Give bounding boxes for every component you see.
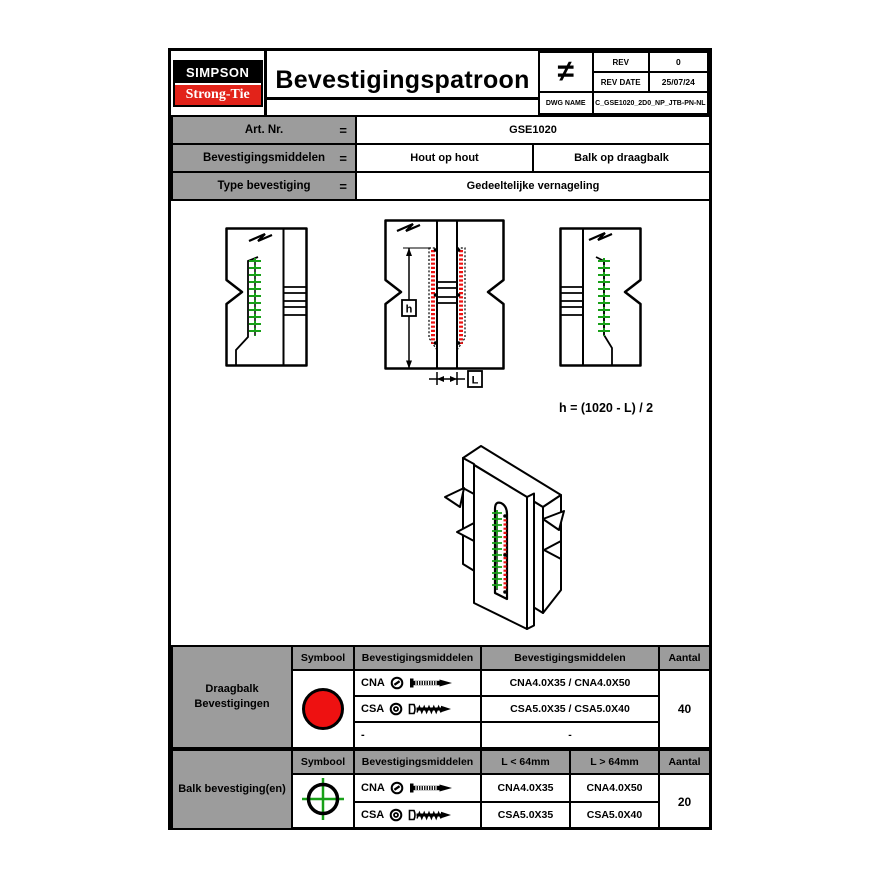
balk-row-label: Balk bevestiging(en) — [172, 750, 292, 829]
logo-strongtie-text: Strong-Tie — [175, 85, 261, 105]
cna-head-icon — [390, 676, 404, 690]
balk-aantal-value: 20 — [659, 774, 710, 829]
rev-value: 0 — [649, 52, 708, 72]
drawing-sheet — [168, 48, 712, 830]
projection-symbol-icon: ≠ — [539, 52, 593, 92]
spec-long-cell: CNA4.0X50 — [570, 774, 659, 802]
fastener-code: - — [361, 729, 365, 741]
csa-screw-icon — [408, 703, 452, 715]
rev-label: REV — [593, 52, 649, 72]
fastener-code: CNA — [361, 781, 385, 794]
header-l-short: L < 64mm — [481, 750, 570, 774]
header-middelen: Bevestigingsmiddelen — [354, 646, 481, 670]
csa-head-icon — [389, 702, 403, 716]
balk-symbol-cell — [292, 774, 354, 829]
section-view-left — [225, 227, 309, 367]
draagbalk-row-label: Draagbalk Bevestigingen — [172, 646, 292, 748]
logo-simpson-text: SIMPSON — [175, 62, 261, 85]
spec-short-cell: CSA5.0X35 — [481, 802, 570, 830]
spec-cell: CNA4.0X35 / CNA4.0X50 — [481, 670, 659, 696]
draagbalk-symbol-cell — [292, 670, 354, 748]
header-aantal: Aantal — [659, 646, 710, 670]
balk-table — [171, 749, 711, 830]
header-symbool: Symbool — [292, 750, 354, 774]
equals-sign: = — [339, 150, 347, 166]
fastener-cell-csa — [354, 802, 481, 830]
title-block — [171, 51, 709, 118]
info-table — [171, 115, 711, 201]
art-nr-label: Art. Nr. — [244, 124, 284, 136]
logo-cell — [171, 51, 267, 115]
type-bevestiging-label: Type bevestiging — [217, 180, 311, 192]
header-l-long: L > 64mm — [570, 750, 659, 774]
fastener-cell-csa — [354, 696, 481, 722]
spec-short-cell: CNA4.0X35 — [481, 774, 570, 802]
spec-long-cell: CSA5.0X40 — [570, 802, 659, 830]
cna-nail-icon — [409, 782, 453, 794]
rev-date-label: REV DATE — [593, 72, 649, 92]
section-view-middle — [384, 219, 508, 391]
fastener-code: CSA — [361, 703, 385, 715]
red-circle-symbol-icon — [302, 688, 344, 730]
fastener-cell-empty — [354, 722, 481, 748]
art-nr-label-cell — [172, 116, 356, 144]
revision-block — [538, 51, 709, 115]
fastener-cell-cna — [354, 670, 481, 696]
header-middelen: Bevestigingsmiddelen — [354, 750, 481, 774]
fastener-code: CNA — [361, 677, 385, 689]
bevestigingsmiddelen-value-1: Hout op hout — [356, 144, 533, 172]
dwg-name-value: C_GSE1020_2D0_NP_JTB-PN-NL — [593, 92, 708, 114]
isometric-view — [431, 433, 653, 643]
simpson-strongtie-logo — [173, 60, 263, 107]
art-nr-value: GSE1020 — [356, 116, 710, 144]
draagbalk-aantal-value: 40 — [659, 670, 710, 748]
fastener-code: CSA — [361, 809, 385, 822]
bevestigingsmiddelen-label: Bevestigingsmiddelen — [202, 152, 326, 164]
type-bevestiging-value: Gedeeltelijke vernageling — [356, 172, 710, 200]
draagbalk-table — [171, 645, 711, 749]
page-title: Bevestigingspatroon — [267, 66, 537, 100]
rev-date-value: 25/07/24 — [649, 72, 708, 92]
csa-head-icon — [389, 808, 403, 822]
header-symbool: Symbool — [292, 646, 354, 670]
title-cell — [267, 51, 537, 115]
spec-cell: - — [481, 722, 659, 748]
cna-nail-icon — [409, 677, 453, 689]
bevestigingsmiddelen-label-cell — [172, 144, 356, 172]
equals-sign: = — [339, 178, 347, 194]
dwg-name-label: DWG NAME — [539, 92, 593, 114]
type-bevestiging-label-cell — [172, 172, 356, 200]
header-aantal: Aantal — [659, 750, 710, 774]
bevestigingsmiddelen-value-2: Balk op draagbalk — [533, 144, 710, 172]
section-view-right — [559, 227, 643, 367]
fastener-cell-cna — [354, 774, 481, 802]
csa-screw-icon — [408, 809, 452, 821]
header-middelen-2: Bevestigingsmiddelen — [481, 646, 659, 670]
dim-h-label: h — [405, 303, 413, 316]
dim-l-label: L — [471, 374, 479, 387]
spec-cell: CSA5.0X35 / CSA5.0X40 — [481, 696, 659, 722]
crosshair-symbol-icon — [299, 775, 347, 823]
height-formula: h = (1020 - L) / 2 — [559, 401, 654, 415]
cna-head-icon — [390, 781, 404, 795]
equals-sign: = — [339, 122, 347, 138]
